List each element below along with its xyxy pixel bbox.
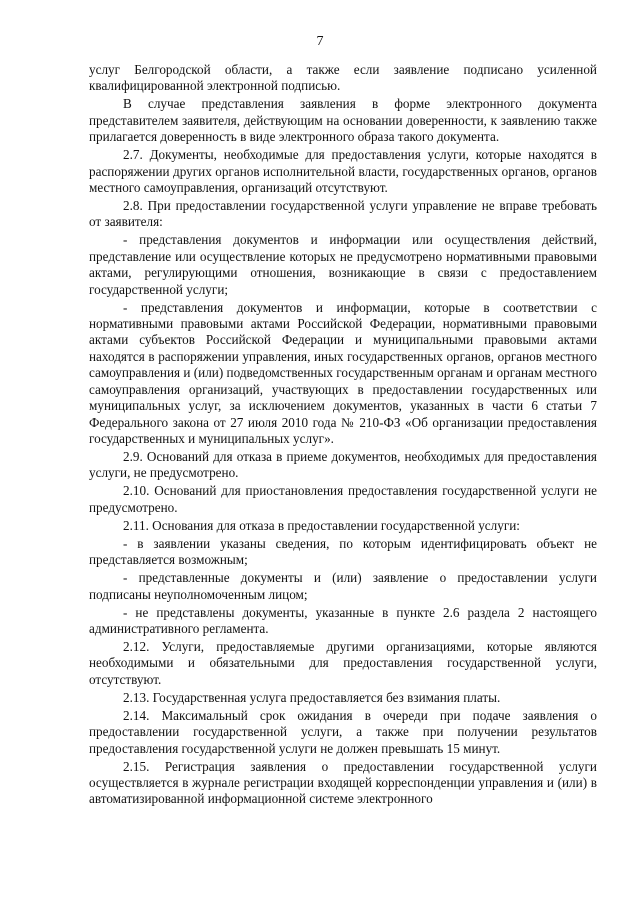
paragraph-2-11: 2.11. Основания для отказа в предоставлении государственной услуги: [123,517,520,533]
paragraph-2-12: 2.12. Услуги, предоставляемые другими организациями, которые являются необходимыми и обязательными для предоставления государственной услуги, отсутствуют. [89,638,597,687]
paragraph-2-13: 2.13. Государственная услуга предоставляется без взимания платы. [123,689,501,705]
page-number: 7 [316,34,324,49]
paragraph-2-14: 2.14. Максимальный срок ожидания в очереди при подаче заявления о предоставлении государственной услуги, а также при получении результатов предоставления государственной услуги не должен превышать 15 минут. [89,707,597,756]
paragraph-2-7: 2.7. Документы, необходимые для предоставления услуги, которые находятся в распоряжении других органов исполнительной власти, государственных органов, органов местного самоуправления, организаций отсутствуют. [89,147,597,196]
document-body [89,62,597,809]
paragraph-2-15: 2.15. Регистрация заявления о предоставлении государственной услуги осуществляется в журнале регистрации входящей корреспонденции управления и (или) в автоматизированной информационной системе электронного [89,758,597,807]
paragraph-2-8: 2.8. При предоставлении государственной услуги управление не вправе требовать от заявителя: [89,198,597,230]
list-item-2-11-a: - в заявлении указаны сведения, по которым идентифицировать объект не представляется возможным; [89,535,597,568]
list-item-2-11-c: - не представлены документы, указанные в пункте 2.6 раздела 2 настоящего административного регламента. [89,604,597,636]
paragraph-power-of-attorney: В случае представления заявления в форме электронного документа представителем заявителя, действующим на основании доверенности, к заявлению также прилагается доверенность в виде электронного образа такого документа. [89,96,597,145]
paragraph-2-10: 2.10. Оснований для приостановления предоставления государственной услуги не предусмотрено. [89,483,597,515]
list-item-2-11-b: - представленные документы и (или) заявление о предоставлении услуги подписаны неуполномоченным лицом; [89,570,597,602]
list-item-2-8-b: - представления документов и информации, которые в соответствии с нормативными правовыми актами Российской Федерации, нормативными правовыми актами субъектов Российской Федерации и муниципальными правовыми актами находятся в распоряжении управления, иных государственных органов, органов местного самоуправления и (или) подведомственных государственным органам и органам местного самоуправления организаций, участвующих в предоставлении государственных или муниципальных услуг, за исключением документов, указанных в части 6 статьи 7 Федерального закона от 27 июля 2010 года № 210-ФЗ «Об организации предоставления государственных и муниципальных услуг». [89,299,597,446]
list-item-2-8-a: - представления документов и информации или осуществления действий, представление или осуществление которых не предусмотрено нормативными правовыми актами, регулирующими отношения, возникающие в связи с предоставлением государственной услуги; [89,232,597,297]
paragraph-continuation: услуг Белгородской области, а также если заявление подписано усиленной квалифицированной электронной подписью. [89,62,597,94]
paragraph-2-9: 2.9. Оснований для отказа в приеме документов, необходимых для предоставления услуги, не предусмотрено. [89,448,597,481]
